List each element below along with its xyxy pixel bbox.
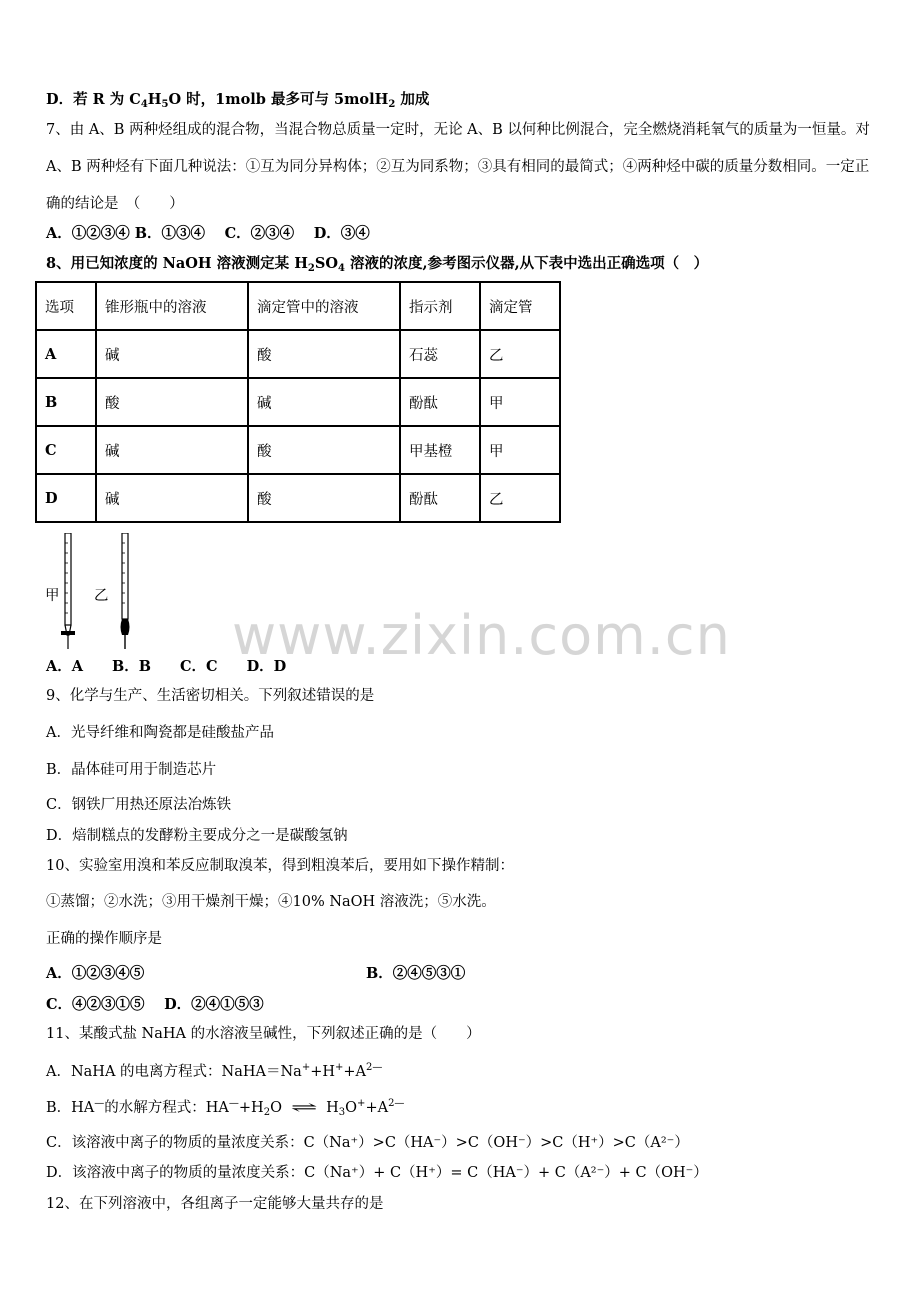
- table-cell: D: [36, 474, 96, 522]
- q8-stem: 8、用已知浓度的 NaOH 溶液测定某 $H_2SO_4$ 溶液的浓度,参考图示仪器,从下表中选出正确选项（ ）: [46, 255, 709, 274]
- table-cell: 碱: [96, 330, 248, 378]
- table-cell: 甲基橙: [400, 426, 480, 474]
- q9-option-c: C．钢铁厂用热还原法冶炼铁: [46, 797, 232, 813]
- q10-prompt: 正确的操作顺序是: [46, 931, 162, 947]
- q11-option-b: B．HA—的水解方程式：$HA^—+H_2O$ ⇌ $H_3O^++A^{2—}$: [46, 1098, 405, 1118]
- base-burette-icon: [114, 533, 136, 651]
- table-cell: 碱: [248, 378, 400, 426]
- q10-steps: ①蒸馏；②水洗；③用干燥剂干燥；④10% NaOH 溶液洗；⑤水洗。: [46, 894, 496, 910]
- q8-options: A．A B．B C．C D．D: [46, 658, 287, 675]
- table-cell: 碱: [96, 474, 248, 522]
- q8-table: [35, 281, 561, 523]
- table-cell: 碱: [96, 426, 248, 474]
- table-cell: 酸: [248, 474, 400, 522]
- acid-burette-icon: [58, 533, 78, 651]
- table-header-cell: 锥形瓶中的溶液: [96, 282, 248, 330]
- equilibrium-arrow-icon: ⇌: [290, 1100, 318, 1116]
- table-row: [36, 330, 560, 378]
- q10-stem: 10、实验室用溴和苯反应制取溴苯，得到粗溴苯后，要用如下操作精制：: [46, 858, 514, 874]
- q12-stem: 12、在下列溶液中，各组离子一定能够大量共存的是: [46, 1196, 384, 1212]
- table-row: [36, 378, 560, 426]
- table-cell: 酚酞: [400, 378, 480, 426]
- q7-options: A．①②③④ B．①③④ C．②③④ D．③④: [46, 225, 370, 242]
- table-cell: 酸: [96, 378, 248, 426]
- q9-option-d: D．焙制糕点的发酵粉主要成分之一是碳酸氢钠: [46, 828, 348, 844]
- burette-label-yi: 乙: [94, 588, 109, 604]
- q9-option-a: A．光导纤维和陶瓷都是硅酸盐产品: [46, 725, 274, 741]
- q10-option-a: A．①②③④⑤: [46, 965, 145, 982]
- q11-option-c: C．该溶液中离子的物质的量浓度关系：C（Na⁺）>C（HA⁻）>C（OH⁻）>C（H⁺）>C（A²⁻）: [46, 1135, 689, 1151]
- q7-stem: 7、由 A、B 两种烃组成的混合物，当混合物总质量一定时，无论 A、B 以何种比例混合，完全燃烧消耗氧气的质量为一恒量。对 A、B 两种烃有下面几种说法：①互为同分异构体；②互为同系物；③具有相同的最简式；④两种烃中碳的质量分数相同。一定正确的结论是 （ ）: [46, 122, 870, 212]
- table-cell: 酸: [248, 426, 400, 474]
- table-cell: 甲: [480, 426, 560, 474]
- table-cell: 甲: [480, 378, 560, 426]
- table-header-cell: 滴定管: [480, 282, 560, 330]
- table-header-row: [36, 282, 560, 330]
- table-cell: C: [36, 426, 96, 474]
- table-row: [36, 426, 560, 474]
- table-cell: A: [36, 330, 96, 378]
- table-cell: 石蕊: [400, 330, 480, 378]
- watermark: www.zixin.com.cn: [232, 604, 731, 667]
- table-cell: 酸: [248, 330, 400, 378]
- table-cell: 乙: [480, 330, 560, 378]
- q10-option-cd: C．④②③①⑤ D．②④①⑤③: [46, 996, 264, 1013]
- table-row: [36, 474, 560, 522]
- q9-stem: 9、化学与生产、生活密切相关。下列叙述错误的是: [46, 688, 375, 704]
- q9-option-b: B．晶体硅可用于制造芯片: [46, 762, 217, 778]
- q11-stem: 11、某酸式盐 NaHA 的水溶液呈碱性，下列叙述正确的是（ ）: [46, 1026, 481, 1042]
- table-cell: B: [36, 378, 96, 426]
- q6-option-d: D．若 R 为 $C_4H_5O$ 时，1molb 最多可与 5molH$_2$ 加成: [46, 91, 430, 110]
- table-cell: 乙: [480, 474, 560, 522]
- burette-label-jia: 甲: [45, 588, 60, 604]
- table-header-cell: 滴定管中的溶液: [248, 282, 400, 330]
- q10-option-b: B．②④⑤③①: [366, 965, 466, 982]
- table-cell: 酚酞: [400, 474, 480, 522]
- q11-option-d: D．该溶液中离子的物质的量浓度关系：C（Na⁺）+ C（H⁺）= C（HA⁻）+ C（A²⁻）+ C（OH⁻）: [46, 1165, 708, 1181]
- table-header-cell: 选项: [36, 282, 96, 330]
- table-header-cell: 指示剂: [400, 282, 480, 330]
- q11-option-a: A．NaHA 的电离方程式：$NaHA=Na^++H^++A^{2—}$: [46, 1062, 383, 1080]
